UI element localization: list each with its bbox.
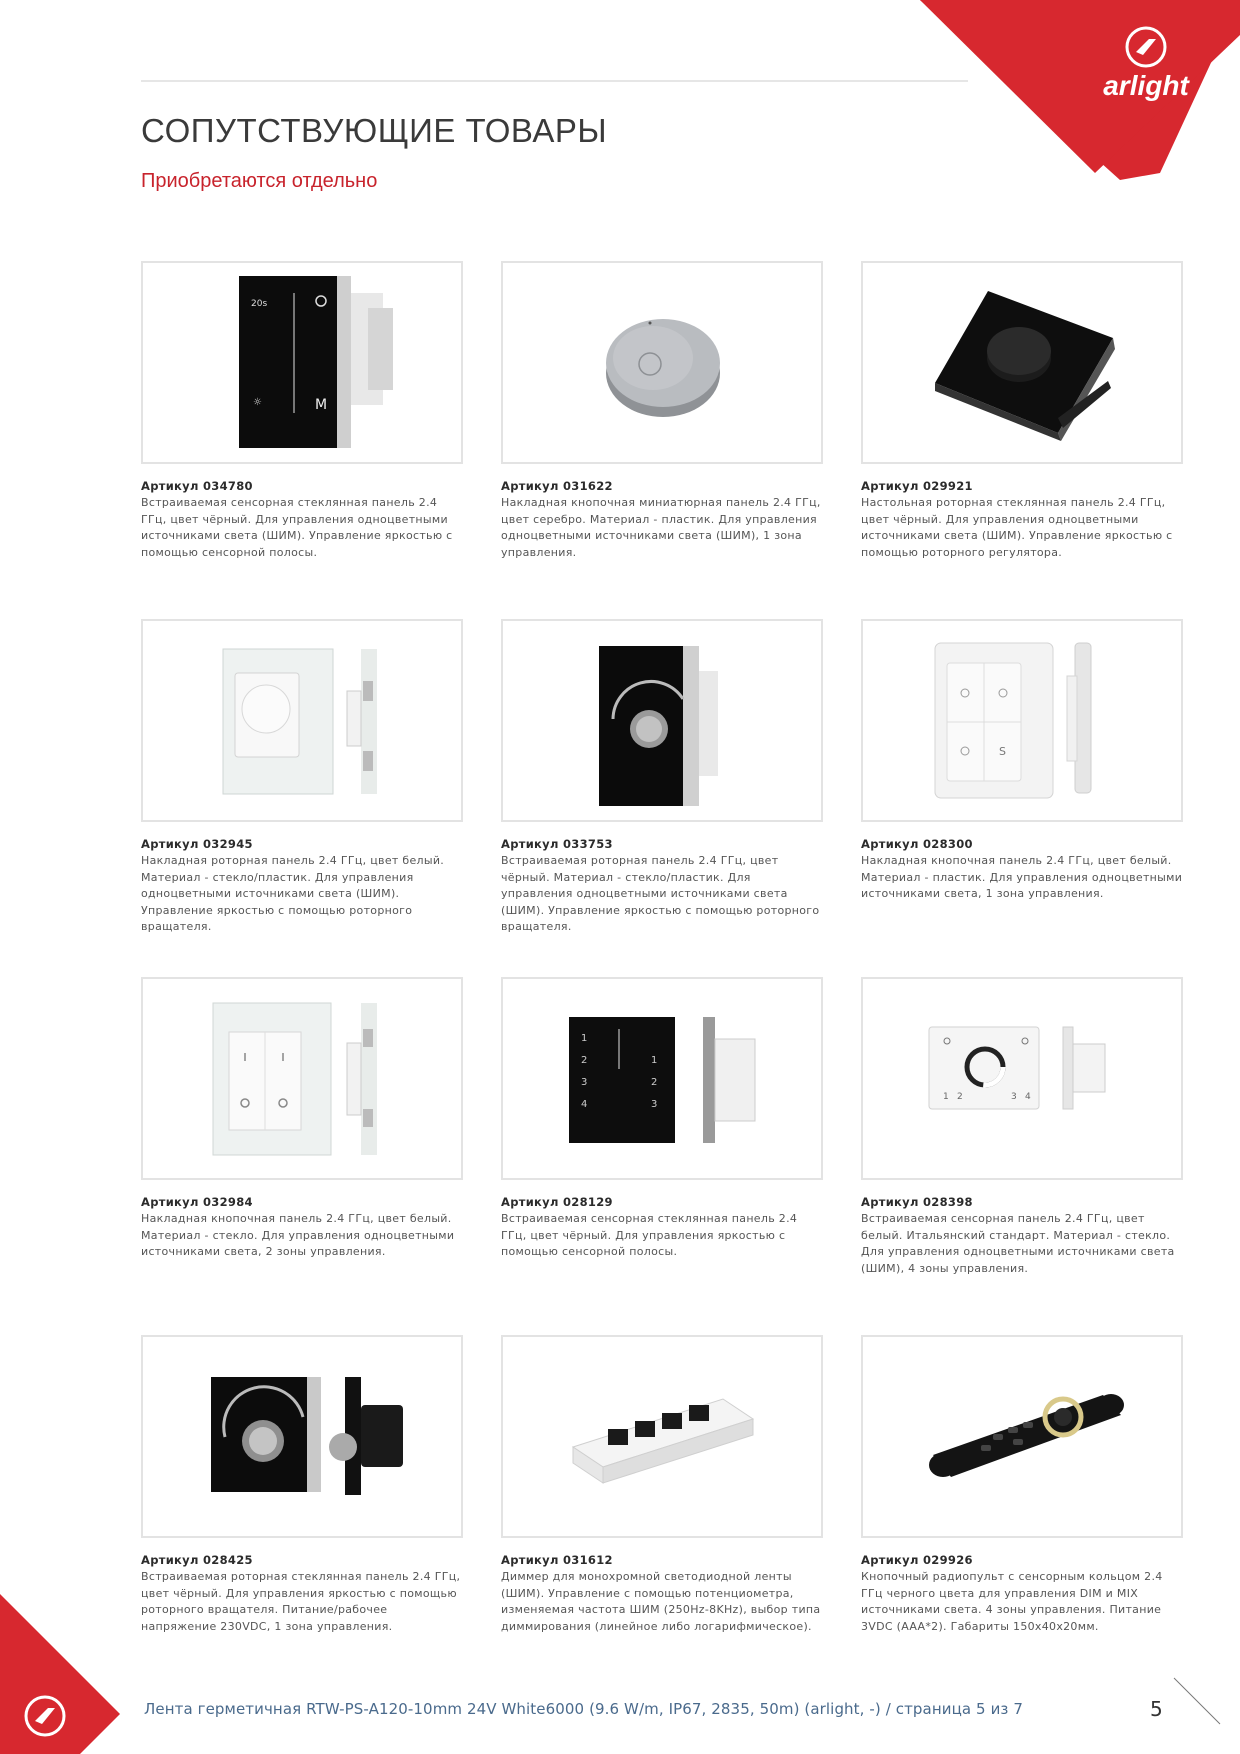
product-card [501, 977, 823, 1261]
product-description: Встраиваемая сенсорная стеклянная панель 2.4 ГГц, цвет чёрный. Для управления яркостью с помощью сенсорной полосы. [501, 1212, 798, 1258]
arlight-logo [920, 0, 1240, 180]
product-card [141, 619, 463, 936]
product-image-white-dimmer-box [501, 1335, 823, 1538]
product-card [141, 977, 463, 1261]
product-description: Кнопочный радиопульт с сенсорным кольцом 2.4 ГГц черного цвета для управления DIM и MIX источниками света. 4 зоны управления. Питание 3VDC (AAA*2). Габариты 150x40x20мм. [861, 1570, 1163, 1633]
product-image-black-rotary-glass [141, 1335, 463, 1538]
svg-text:3: 3 [1011, 1092, 1017, 1102]
svg-text:4: 4 [1025, 1092, 1031, 1102]
product-card [861, 619, 1183, 903]
product-sku: Артикул 029926 [861, 1553, 973, 1567]
product-sku: Артикул 032945 [141, 837, 253, 851]
page-title: СОПУТСТВУЮЩИЕ ТОВАРЫ [141, 112, 608, 149]
product-description: Накладная кнопочная панель 2.4 ГГц, цвет белый. Материал - стекло. Для управления одноцветными источниками света, 2 зоны управления. [141, 1212, 455, 1258]
footer-document-info: Лента герметичная RTW-PS-A120-10mm 24V White6000 (9.6 W/m, IP67, 2835, 50m) (arlight, -) / страница 5 из 7 [144, 1700, 1024, 1718]
product-image-black-4zone-panel [501, 977, 823, 1180]
product-sku: Артикул 028300 [861, 837, 973, 851]
product-image-black-desk-rotary [861, 261, 1183, 464]
svg-text:1: 1 [651, 1055, 658, 1066]
product-image-white-button-panel [861, 619, 1183, 822]
svg-text:☼: ☼ [253, 397, 262, 408]
svg-text:S: S [999, 745, 1006, 758]
svg-text:20s: 20s [251, 299, 268, 309]
product-sku: Артикул 028398 [861, 1195, 973, 1209]
product-sku: Артикул 031622 [501, 479, 613, 493]
svg-text:M: M [315, 397, 328, 413]
product-card [861, 261, 1183, 561]
product-image-white-rotary-panel [141, 619, 463, 822]
svg-text:2: 2 [957, 1092, 963, 1102]
product-description: Встраиваемая роторная панель 2.4 ГГц, цвет чёрный. Материал - стекло/пластик. Для управления одноцветными источниками света (ШИМ). Управление яркостью с помощью роторного вращателя. [501, 854, 820, 933]
product-sku: Артикул 034780 [141, 479, 253, 493]
product-card [501, 1335, 823, 1635]
logo-text: arlight [1103, 70, 1189, 101]
svg-text:1: 1 [581, 1033, 588, 1044]
svg-text:3: 3 [581, 1077, 588, 1088]
product-sku: Артикул 031612 [501, 1553, 613, 1567]
product-sku: Артикул 028129 [501, 1195, 613, 1209]
product-description: Встраиваемая сенсорная стеклянная панель 2.4 ГГц, цвет чёрный. Для управления одноцветными источниками света (ШИМ). Управление яркостью с помощью сенсорной полосы. [141, 496, 453, 559]
product-card [501, 619, 823, 936]
product-description: Диммер для монохромной светодиодной ленты (ШИМ). Управление с помощью потенциометра, изменяемая частота ШИМ (250Hz-8KHz), выбор типа диммирования (линейное либо логарифмическое). [501, 1570, 821, 1633]
product-description: Встраиваемая роторная стеклянная панель 2.4 ГГц, цвет чёрный. Для управления яркостью с помощью роторного вращателя. Питание/рабочее напряжение 230VDC, 1 зона управления. [141, 1570, 461, 1633]
product-description: Накладная роторная панель 2.4 ГГц, цвет белый. Материал - стекло/пластик. Для управления одноцветными источниками света (ШИМ). Управление яркостью с помощью роторного вращателя. [141, 854, 445, 933]
product-image-black-touch-panel [141, 261, 463, 464]
product-image-white-italian-panel [861, 977, 1183, 1180]
page-number: 5 [1150, 1697, 1163, 1721]
product-image-black-rotary-panel [501, 619, 823, 822]
product-description: Накладная кнопочная панель 2.4 ГГц, цвет белый. Материал - пластик. Для управления одноцветными источниками света, 1 зона управления. [861, 854, 1183, 900]
svg-text:2: 2 [581, 1055, 588, 1066]
page-corner-line [1172, 1676, 1222, 1726]
product-description: Накладная кнопочная миниатюрная панель 2.4 ГГц, цвет серебро. Материал - пластик. Для управления одноцветными источниками света (ШИМ), 1 зона управления. [501, 496, 821, 559]
svg-text:3: 3 [651, 1099, 658, 1110]
product-card [501, 261, 823, 561]
product-sku: Артикул 033753 [501, 837, 613, 851]
product-sku: Артикул 029921 [861, 479, 973, 493]
product-image-black-remote [861, 1335, 1183, 1538]
product-card [141, 261, 463, 561]
svg-text:1: 1 [943, 1092, 949, 1102]
product-description: Настольная роторная стеклянная панель 2.4 ГГц, цвет чёрный. Для управления одноцветными источниками света (ШИМ). Управление яркостью с помощью роторного регулятора. [861, 496, 1173, 559]
product-image-white-2zone-panel [141, 977, 463, 1180]
product-card [141, 1335, 463, 1635]
product-image-silver-round-button [501, 261, 823, 464]
footer-logo-corner [0, 1594, 120, 1754]
product-sku: Артикул 028425 [141, 1553, 253, 1567]
product-description: Встраиваемая сенсорная панель 2.4 ГГц, цвет белый. Итальянский стандарт. Материал - стекло. Для управления одноцветными источниками света (ШИМ), 4 зоны управления. [861, 1212, 1175, 1275]
product-card [861, 977, 1183, 1277]
svg-text:4: 4 [581, 1099, 588, 1110]
page-subtitle: Приобретаются отдельно [141, 170, 378, 192]
product-sku: Артикул 032984 [141, 1195, 253, 1209]
svg-text:2: 2 [651, 1077, 658, 1088]
product-card [861, 1335, 1183, 1635]
header-divider [141, 80, 968, 82]
